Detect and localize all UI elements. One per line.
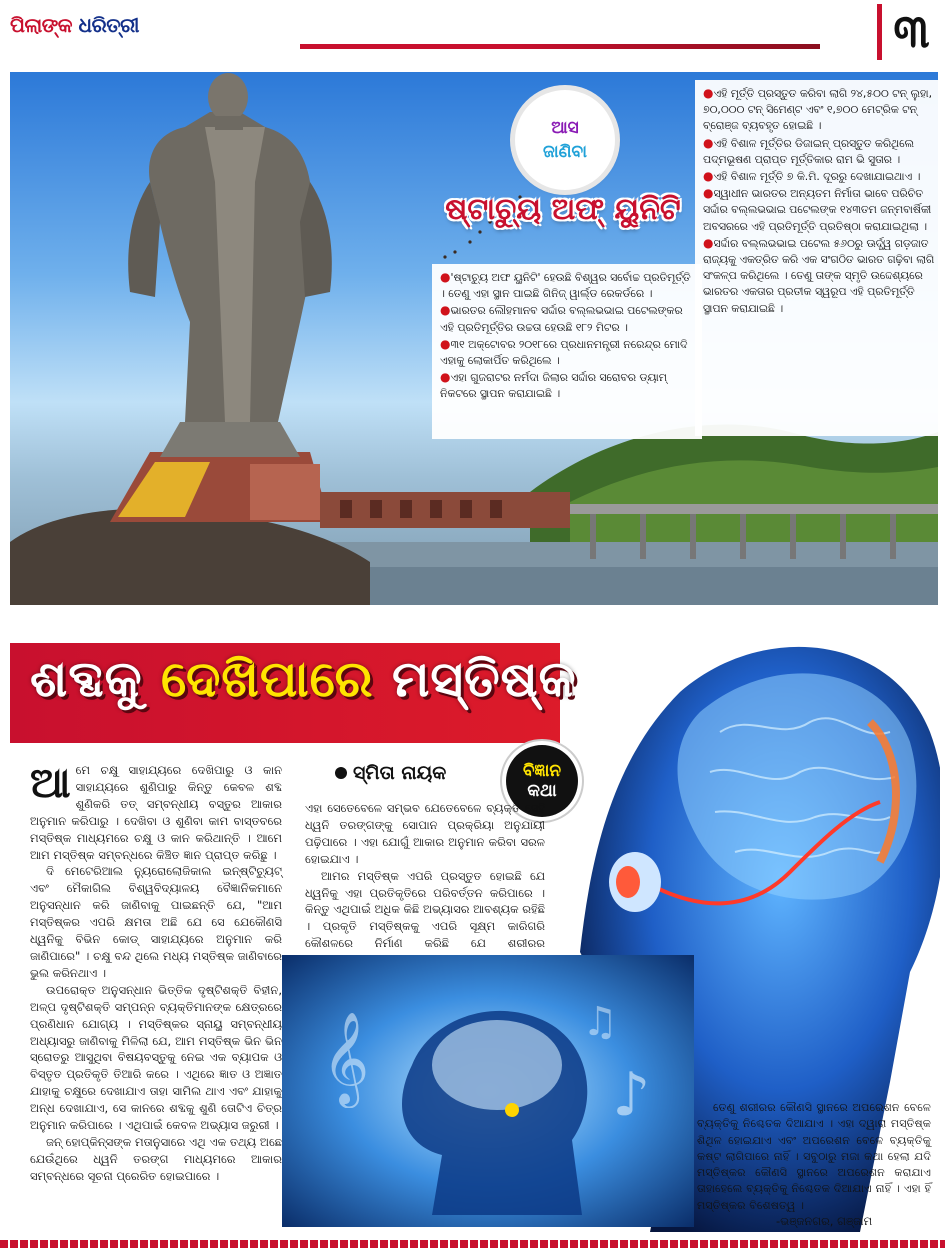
fact-text: ଭାରତର ଲୌହମାନବ ସର୍ଦ୍ଦାର ବଲ୍ଲଭଭାଇ ପଟେଲଙ୍କର ଏହି ପ୍ରତିମୂର୍ତ୍ତିର ଉଚ୍ଚତା ହେଉଛି ୧୮୨ ମିଟର । — [440, 304, 683, 334]
paragraph — [30, 758, 282, 863]
fact-text: ଏହି ବିଶାଳ ମୂର୍ତ୍ତିର ଡିଜାଇନ୍ ପ୍ରସ୍ତୁତ କରିଥିଲେ ପଦ୍ମଭୂଷଣ ପ୍ରାପ୍ତ ମୂର୍ତ୍ତିକାର ରାମ ଭି ସୁତାର । — [703, 136, 914, 166]
badge-line2: ଜାଣିବା — [543, 142, 587, 162]
article-column-2 — [305, 800, 545, 968]
bullet-icon: ● — [440, 303, 451, 318]
headline-part1: ଶବ୍ଦକୁ — [30, 650, 143, 708]
music-brain-illustration — [282, 955, 694, 1227]
paragraph: ଦି ମେଟେରିଆଲ ନ୍ୟୁରୋଲୋଜିକାଲ ଇନ୍‌ଷ୍ଟିଚ୍ୟୁଟ୍ ଏବଂ ମୈକାଗିଲ ବିଶ୍ୱବିଦ୍ୟାଳୟ ବୈଜ୍ଞାନିକମାନେ ଅନୁସନ୍ଧାନ କରି ଜାଣିବାକୁ ପାଇଛନ୍ତି ଯେ, "ଆମ ମସ୍ତିଷ୍କର ଏପରି କ୍ଷମତା ଅଛି ଯେ ସେ ଯେକୌଣସି ଧ୍ୱନିକୁ ବିଭିନ କୋଡ୍ ସାହାଯ୍ୟରେ ଅନୁମାନ କରି ଜାଣିପାରେ" । ଚକ୍ଷୁ ବନ୍ଦ ଥିଲେ ମଧ୍ୟ ମସ୍ତିଷ୍କ ଜାଣିବାରେ ଭୁଲ କରିନଥାଏ । — [30, 864, 282, 980]
ask-know-badge — [515, 90, 615, 190]
headline-part3: ମସ୍ତିଷ୍କ — [392, 650, 577, 708]
masthead-part1: ପିଲାଙ୍କ — [10, 13, 73, 37]
category-line2: କଥା — [527, 781, 557, 801]
masthead — [10, 6, 300, 44]
byline-author: ସ୍ମିତା ନାୟକ — [353, 762, 447, 784]
category-line1: ବିଜ୍ଞାନ — [522, 761, 562, 781]
masthead-part2: ଧରିତ୍ରୀ — [78, 13, 140, 37]
fact-item — [703, 135, 938, 168]
facts-left-box — [432, 264, 702, 439]
paragraph: ତେଣୁ ଶରୀରର କୌଣସି ସ୍ଥାନରେ ଅପରେଶନ ବେଳେ ବ୍ୟକ୍ତିକୁ ନିଶ୍ଚେତକ ଦିଆଯାଏ । ଏହା ଦ୍ୱାରା ମସ୍ତିଷ୍କ ଶିଥିଳ ହୋଇଯାଏ ଏବଂ ଅପରେଶନ ବେଳେ ବ୍ୟକ୍ତିକୁ କଷ୍ଟ ଲାଗିପାରେ ନାହିଁ । ସବୁଠାରୁ ମଜା କଥା ହେଲା ଯଦି ମସ୍ତିଷ୍କର କୌଣସି ସ୍ଥାନରେ ଅପରେଶନ କରାଯାଏ ତାହାହେଲେ ବ୍ୟକ୍ତିକୁ ନିଶ୍ଚେତକ ଦିଆଯାଏ ନାହିଁ । ଏହା ହିଁ ମସ୍ତିଷ୍କର ବିଶେଷତ୍ୱ । — [697, 1101, 931, 1212]
fact-item — [703, 235, 938, 317]
bullet-icon: ● — [703, 186, 714, 201]
fact-item — [440, 369, 694, 402]
svg-text:♫: ♫ — [582, 999, 618, 1045]
badge-line1: ଆସ — [551, 118, 579, 138]
bullet-icon: ● — [703, 135, 714, 150]
headline-part2: ଦେଖିପାରେ — [160, 650, 374, 708]
fact-text: ଏହି ମୂର୍ତ୍ତି ପ୍ରସ୍ତୁତ କରିବା ଲାଗି ୨୪,୫୦୦ ଟନ୍ ଲୁହା, ୭୦,୦୦୦ ଟନ୍ ସିମେଣ୍ଟ ଏବଂ ୧,୭୦୦ ମେଟ୍ରିକ ଟନ୍ ବ୍ରୋଞ୍ଜ ବ୍ୟବହୃତ ହୋଇଛି । — [703, 87, 933, 133]
fact-item — [440, 336, 694, 369]
fact-item — [440, 269, 694, 302]
bullet-icon: ● — [703, 235, 714, 250]
bottom-rule — [0, 1240, 945, 1248]
masthead-rule — [300, 44, 820, 49]
fact-item — [703, 185, 938, 235]
dateline: -ଭଞ୍ଜନଗର, ଗଞ୍ଜାମ — [776, 1214, 873, 1228]
fact-item — [440, 302, 694, 335]
bullet-icon: ● — [703, 86, 714, 100]
fact-text: ସ୍ୱାଧୀନ ଭାରତର ଅନ୍ୟତମ ନିର୍ମାତା ଭାବେ ପରିଚିତ ସର୍ଦ୍ଦାର ବଲ୍ଲଭଭାଇ ପଟେଲଙ୍କ ୧୪୩ତମ ଜନ୍ମବାର୍ଷିକୀ ଅବସରରେ ଏହି ପ୍ରତିମୂର୍ତ୍ତି ପ୍ରତିଷ୍ଠା କରାଯାଇଥିଲା । — [703, 187, 932, 233]
paragraph-text: ମେ ଚକ୍ଷୁ ସାହାଯ୍ୟରେ ଦେଖିପାରୁ ଓ କାନ ସାହାଯ୍ୟରେ ଶୁଣିପାରୁ କିନ୍ତୁ କେବଳ ଶବ୍ଦ ଶୁଣିକରି ତତ୍ ସମ୍ବନ୍ଧୀୟ ବସ୍ତୁର ଆକାର ଅନୁମାନ କରିପାରୁ । ଦେଖିବା ଓ ଶୁଣିବା କାମ ବାସ୍ତବରେ ମସ୍ତିଷ୍କ ମାଧ୍ୟମରେ ଚକ୍ଷୁ ଓ କାନ କରିଥାନ୍ତି । ଆମେ ଆମ ମସ୍ତିଷ୍କ ସମ୍ବନ୍ଧରେ କିଞ୍ଚିତ ଜ୍ଞାନ ପ୍ରାପ୍ତ କରିଛୁ । — [30, 763, 282, 862]
masthead-title — [10, 13, 139, 37]
fact-text: ଏହି ବିଶାଳ ମୂର୍ତ୍ତି ୭ କି.ମି. ଦୂରରୁ ଦେଖାଯାଇଥାଏ । — [713, 170, 921, 184]
paragraph: ଉପରୋକ୍ତ ଅନୁସନ୍ଧାନ ଭିତ୍ତିକ ଦୃଷ୍ଟିଶକ୍ତି ବିହୀନ, ଅଳ୍ପ ଦୃଷ୍ଟିଶକ୍ତି ସମ୍ପନ୍ନ ବ୍ୟକ୍ତିମାନଙ୍କ କ୍ଷେତ୍ରରେ ପ୍ରଣିଧାନ ଯୋଗ୍ୟ । ମସ୍ତିଷ୍କର ସ୍ନାୟୁ ସମ୍ବନ୍ଧୀୟ ଅଧ୍ୟାସରୁ ଜାଣିବାକୁ ମିଳିଲା ଯେ, ଆମ ମସ୍ତିଷ୍କ ଭିନ ଭିନ ସ୍ରୋତରୁ ଆସୁଥିବା ବିଷୟବସ୍ତୁକୁ ନେଇ ଏକ ବ୍ୟାପକ ଓ ବିସ୍ତୃତ ପ୍ରତିକୃତି ତିଆରି କରେ । ଏଥିରେ ଜ୍ଞାତ ଓ ଅଜ୍ଞାତ ଯାହାକୁ ଚକ୍ଷୁରେ ଦେଖାଯାଏ ତାହା ସାମିଲ ଥାଏ ଏବଂ ଯାହାକୁ ଅନ୍ଧ ଦେଖାଯାଏ, ସେ କାନରେ ଶବ୍ଦକୁ ଶୁଣି ତୋଟିଏ ଚିତ୍ର ଅନୁମାନ କରିପାରେ । ଏଥିପାଇଁ କେବଳ ଅଭ୍ୟାସ ଜରୁରୀ । — [30, 982, 282, 1133]
paragraph: ଆମର ମସ୍ତିଷ୍କ ଏପରି ପ୍ରସ୍ତୁତ ହୋଇଛି ଯେ ଧ୍ୱନିକୁ ଏହା ପ୍ରତିକୃତିରେ ପରିବର୍ତ୍ତନ କରିପାରେ । କିନ୍ତୁ ଏଥିପାଇଁ ଅଧିକ କିଛି ଅଭ୍ୟାସର ଆବଶ୍ୟକ ରହିଛି । ପ୍ରକୃତି ମସ୍ତିଷ୍କକୁ ଏପରି ସୂକ୍ଷ୍ମ କାରିଗରି କୌଶଳରେ ନିର୍ମାଣ କରିଛି ଯେ ଶରୀରର — [305, 868, 545, 951]
bullet-icon: ● — [440, 336, 451, 351]
fact-text: 'ଷ୍ଟାଚ୍ୟୁ ଅଫ ୟୁନିଟି' ହେଉଛି ବିଶ୍ୱର ସର୍ବୋଚ୍ଚ ପ୍ରତିମୂର୍ତ୍ତି । ତେଣୁ ଏହା ସ୍ଥାନ ପାଇଛି ଗିନିଜ୍ ୱାର୍ଲ୍ଡ ରେକର୍ଡରେ । — [440, 271, 691, 301]
svg-text:♪: ♪ — [612, 1060, 651, 1130]
fact-item — [703, 168, 938, 185]
fact-text: ୩୧ ଅକ୍ଟୋବର ୨୦୧୮ରେ ପ୍ରଧାନମନ୍ତ୍ରୀ ନରେନ୍ଦ୍ର ମୋଦି ଏହାକୁ ଲୋକାର୍ପିତ କରିଥିଲେ । — [440, 337, 688, 368]
paragraph: ଏହା ସେତେବେଳେ ସମ୍ଭବ ଯେତେବେଳେ ବ୍ୟକ୍ତି ସେହି ଧ୍ୱନି ତରଙ୍ଗଙ୍କୁ ସୋପାନ ପ୍ରକ୍ରିୟା ଅନୁଯାୟୀ ପଢ଼ିପାରେ । ଏହା ଯୋଗୁଁ ଆକାର ଅନୁମାନ କରିବା ସରଳ ହୋଇଯାଏ । — [305, 801, 545, 866]
byline — [335, 762, 446, 784]
page-number-box — [877, 4, 941, 60]
bullet-icon: ● — [440, 270, 451, 284]
bullet-icon: ● — [703, 169, 714, 184]
byline-bullet-icon — [335, 767, 347, 779]
paragraph: ଜନ୍ ହୋପ୍‌କିନ୍ସଙ୍କ ମତାନୁସାରେ ଏଥି ଏକ ତଥ୍ୟ ଅଛେ ଯେଉଁଥିରେ ଧ୍ୱନି ତରଙ୍ଗ ମାଧ୍ୟମରେ ଆକାର ସମ୍ବନ୍ଧରେ ସୂଚନା ପ୍ରେରିତ ହୋଇପାରେ । — [30, 1134, 282, 1183]
bullet-icon: ● — [440, 370, 451, 385]
statue-feature-panel — [10, 72, 938, 605]
dropcap: ଆ — [30, 758, 71, 807]
article-column-1 — [30, 758, 282, 1234]
fact-text: ସର୍ଦ୍ଦାର ବଲ୍ଲଭଭାଇ ପଟେଲ ୫୬୦ରୁ ଊର୍ଦ୍ଧ୍ୱ ଗଡ଼ଜାତ ରାଜ୍ୟକୁ ଏକତ୍ରିତ କରି ଏକ ସଂଗଠିତ ଭାରତ ଗଢ଼ିବା ଲାଗି ସଂକଳ୍ପ କରିଥିଲେ । ତେଣୁ ତାଙ୍କ ସ୍ମୃତି ଉଦ୍ଦେଶ୍ୟରେ ଭାରତର ଏକତାର ପ୍ରତୀକ ସ୍ୱରୂପ ଏହି ପ୍ରତିମୂର୍ତ୍ତି ସ୍ଥାପନ କରାଯାଇଛି । — [703, 236, 935, 315]
page-number: ୩ — [893, 4, 930, 58]
fact-text: ଏହା ଗୁଜରାଟର ନର୍ମଦା ଜିଲାର ସର୍ଦ୍ଦାର ସରୋବର ଡ୍ୟାମ୍ ନିକଟରେ ସ୍ଥାପନ କରାଯାଇଛି । — [440, 371, 667, 401]
svg-text:𝄞: 𝄞 — [322, 1011, 370, 1104]
article-column-3 — [697, 1100, 931, 1212]
statue-title: ଷ୍ଟାଚ୍ୟୁ ଅଫ୍ ୟୁନିଟି — [445, 192, 681, 227]
article-headline — [30, 650, 577, 709]
fact-item — [703, 85, 938, 135]
brain-music-icon — [282, 955, 694, 1227]
facts-right-box — [695, 80, 938, 436]
